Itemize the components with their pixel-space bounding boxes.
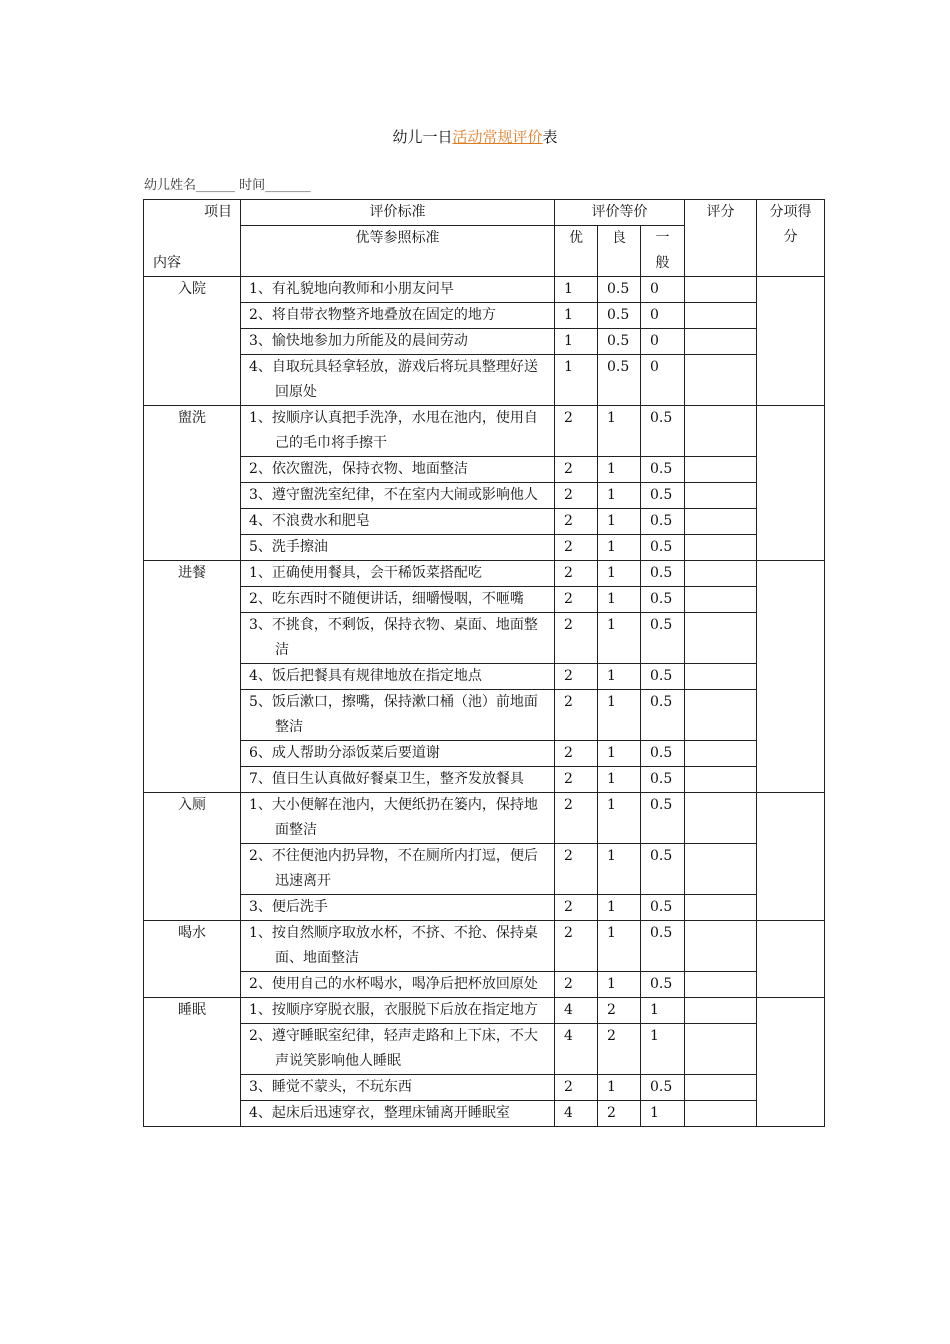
- table-row: [144, 303, 825, 329]
- excellent-score-cell: 2: [555, 535, 598, 561]
- good-score-cell: 1: [598, 561, 641, 587]
- good-score-cell: 1: [598, 509, 641, 535]
- excellent-score-cell: 4: [555, 998, 598, 1024]
- criteria-cell: [241, 613, 555, 664]
- criteria-text: 4、起床后迅速穿衣，整理床铺离开睡眠室: [249, 1105, 510, 1121]
- criteria-text: 3、睡觉不蒙头，不玩东西: [249, 1079, 412, 1095]
- excellent-score-cell: 4: [555, 1024, 598, 1075]
- criteria-text: 1、正确使用餐具，会干稀饭菜搭配吃: [249, 565, 482, 581]
- good-score-cell: 1: [598, 844, 641, 895]
- score-input-cell[interactable]: [685, 1101, 757, 1127]
- grade-header: 评价等价: [555, 200, 685, 226]
- project-header: 项目: [204, 204, 232, 220]
- subtotal-header: 分项得分: [757, 200, 825, 277]
- score-input-cell[interactable]: [685, 767, 757, 793]
- title-post: 表: [542, 128, 558, 146]
- criteria-text: 2、将自带衣物整齐地叠放在固定的地方: [249, 307, 496, 323]
- average-score-cell: 1: [641, 1101, 685, 1127]
- table-row: [144, 690, 825, 741]
- criteria-text: 6、成人帮助分添饭菜后要道谢: [249, 745, 440, 761]
- score-input-cell[interactable]: [685, 1024, 757, 1075]
- excellent-score-cell: 2: [555, 509, 598, 535]
- table-row: [144, 329, 825, 355]
- score-input-cell[interactable]: [685, 457, 757, 483]
- subtotal-input-cell[interactable]: [757, 998, 825, 1127]
- criteria-cell: [241, 587, 555, 613]
- average-score-cell: 0.5: [641, 535, 685, 561]
- good-score-cell: 1: [598, 457, 641, 483]
- average-score-cell: 1: [641, 1024, 685, 1075]
- criteria-cell: [241, 406, 555, 457]
- criteria-text: 1、大小便解在池内，大便纸扔在篓内，保持地面整洁: [249, 797, 538, 838]
- table-row: [144, 587, 825, 613]
- criteria-cell: [241, 355, 555, 406]
- score-input-cell[interactable]: [685, 844, 757, 895]
- table-row: [144, 406, 825, 457]
- table-row: [144, 664, 825, 690]
- average-score-cell: 0.5: [641, 406, 685, 457]
- score-input-cell[interactable]: [685, 741, 757, 767]
- average-score-cell: 0.5: [641, 767, 685, 793]
- average-score-cell: 0.5: [641, 664, 685, 690]
- content-header: 内容: [153, 255, 181, 271]
- average-score-cell: 0: [641, 277, 685, 303]
- score-input-cell[interactable]: [685, 355, 757, 406]
- criteria-cell: [241, 1024, 555, 1075]
- title-pre: 幼儿一日: [392, 128, 453, 146]
- good-score-cell: 1: [598, 793, 641, 844]
- good-score-cell: 1: [598, 587, 641, 613]
- score-input-cell[interactable]: [685, 972, 757, 998]
- good-score-cell: 2: [598, 998, 641, 1024]
- score-input-cell[interactable]: [685, 406, 757, 457]
- header-row-1: [144, 200, 825, 226]
- good-score-cell: 0.5: [598, 277, 641, 303]
- criteria-text: 2、不往便池内扔异物，不在厕所内打逗，便后迅速离开: [249, 848, 538, 889]
- excellent-score-cell: 2: [555, 613, 598, 664]
- table-row: [144, 1101, 825, 1127]
- score-input-cell[interactable]: [685, 329, 757, 355]
- score-input-cell[interactable]: [685, 664, 757, 690]
- criteria-text: 3、不挑食，不剩饭，保持衣物、桌面、地面整洁: [249, 617, 538, 658]
- average-score-cell: 1: [641, 998, 685, 1024]
- average-score-cell: 0.5: [641, 741, 685, 767]
- excellent-score-cell: 2: [555, 895, 598, 921]
- criteria-cell: [241, 329, 555, 355]
- table-row: [144, 767, 825, 793]
- excellent-score-cell: 4: [555, 1101, 598, 1127]
- table-row: [144, 895, 825, 921]
- average-score-cell: 0: [641, 303, 685, 329]
- title-highlight-link[interactable]: 活动常规评价: [452, 128, 543, 146]
- average-header: 一般: [641, 226, 685, 277]
- score-input-cell[interactable]: [685, 535, 757, 561]
- category-cell: 睡眠: [144, 998, 241, 1127]
- good-score-cell: 1: [598, 741, 641, 767]
- page-title: [0, 126, 950, 148]
- criteria-text: 2、吃东西时不随便讲话，细嚼慢咽，不咂嘴: [249, 591, 524, 607]
- criteria-cell: [241, 561, 555, 587]
- criteria-text: 5、洗手擦油: [249, 539, 328, 555]
- average-score-cell: 0.5: [641, 457, 685, 483]
- good-score-cell: 1: [598, 972, 641, 998]
- category-cell: 入院: [144, 277, 241, 406]
- subtotal-input-cell[interactable]: [757, 561, 825, 793]
- good-score-cell: 1: [598, 1075, 641, 1101]
- excellent-header: 优: [555, 226, 598, 277]
- criteria-cell: [241, 483, 555, 509]
- criteria-cell: [241, 535, 555, 561]
- criteria-cell: [241, 690, 555, 741]
- table-row: [144, 998, 825, 1024]
- table-row: [144, 509, 825, 535]
- criteria-text: 4、自取玩具轻拿轻放，游戏后将玩具整理好送回原处: [249, 359, 538, 400]
- criteria-text: 1、按顺序认真把手洗净，水甩在池内，使用自己的毛巾将手擦干: [249, 410, 538, 451]
- good-score-cell: 1: [598, 690, 641, 741]
- criteria-text: 1、按自然顺序取放水杯，不挤、不抢、保持桌面、地面整洁: [249, 925, 538, 966]
- average-score-cell: 0.5: [641, 613, 685, 664]
- criteria-cell: [241, 844, 555, 895]
- excellent-score-cell: 1: [555, 277, 598, 303]
- excellent-score-cell: 1: [555, 355, 598, 406]
- criteria-text: 2、使用自己的水杯喝水，喝净后把杯放回原处: [249, 976, 538, 992]
- good-score-cell: 1: [598, 664, 641, 690]
- table-row: [144, 972, 825, 998]
- score-input-cell[interactable]: [685, 613, 757, 664]
- score-input-cell[interactable]: [685, 690, 757, 741]
- score-header: 评分: [685, 200, 757, 277]
- criteria-cell: [241, 767, 555, 793]
- criteria-cell: [241, 793, 555, 844]
- criteria-cell: [241, 998, 555, 1024]
- score-input-cell[interactable]: [685, 587, 757, 613]
- table-row: [144, 561, 825, 587]
- score-input-cell[interactable]: [685, 1075, 757, 1101]
- criteria-cell: [241, 1101, 555, 1127]
- criteria-text: 1、按顺序穿脱衣服，衣服脱下后放在指定地方: [249, 1002, 538, 1018]
- average-score-cell: 0.5: [641, 895, 685, 921]
- table-row: [144, 921, 825, 972]
- score-input-cell[interactable]: [685, 303, 757, 329]
- score-input-cell[interactable]: [685, 895, 757, 921]
- subtotal-input-cell[interactable]: [757, 921, 825, 998]
- good-score-cell: 1: [598, 613, 641, 664]
- good-score-cell: 2: [598, 1024, 641, 1075]
- table-row: [144, 355, 825, 406]
- good-score-cell: 1: [598, 895, 641, 921]
- average-score-cell: 0.5: [641, 972, 685, 998]
- criteria-header: 评价标准: [241, 200, 555, 226]
- category-cell: 进餐: [144, 561, 241, 793]
- average-score-cell: 0.5: [641, 844, 685, 895]
- excellent-score-cell: 2: [555, 587, 598, 613]
- subtotal-input-cell[interactable]: [757, 793, 825, 921]
- good-score-cell: 1: [598, 483, 641, 509]
- criteria-cell: [241, 457, 555, 483]
- excellent-score-cell: 2: [555, 483, 598, 509]
- table-row: [144, 613, 825, 664]
- good-score-cell: 0.5: [598, 355, 641, 406]
- average-score-cell: 0: [641, 329, 685, 355]
- criteria-cell: [241, 895, 555, 921]
- category-cell: 盥洗: [144, 406, 241, 561]
- good-score-cell: 1: [598, 535, 641, 561]
- excellent-score-cell: 2: [555, 844, 598, 895]
- excellent-score-cell: 1: [555, 303, 598, 329]
- score-input-cell[interactable]: [685, 793, 757, 844]
- evaluation-table: [143, 199, 825, 1127]
- average-score-cell: 0.5: [641, 483, 685, 509]
- good-score-cell: 1: [598, 406, 641, 457]
- excellent-score-cell: 2: [555, 406, 598, 457]
- criteria-text: 1、有礼貌地向教师和小朋友问早: [249, 281, 454, 297]
- average-score-cell: 0: [641, 355, 685, 406]
- criteria-cell: [241, 509, 555, 535]
- score-input-cell[interactable]: [685, 561, 757, 587]
- average-score-cell: 0.5: [641, 690, 685, 741]
- table-row: [144, 483, 825, 509]
- criteria-cell: [241, 1075, 555, 1101]
- score-input-cell[interactable]: [685, 998, 757, 1024]
- average-score-cell: 0.5: [641, 561, 685, 587]
- average-score-cell: 0.5: [641, 509, 685, 535]
- average-score-cell: 0.5: [641, 587, 685, 613]
- criteria-text: 3、便后洗手: [249, 899, 328, 915]
- good-score-cell: 2: [598, 1101, 641, 1127]
- excellent-score-cell: 2: [555, 921, 598, 972]
- score-input-cell[interactable]: [685, 483, 757, 509]
- average-score-cell: 0.5: [641, 1075, 685, 1101]
- excellent-score-cell: 2: [555, 561, 598, 587]
- criteria-text: 7、值日生认真做好餐桌卫生，整齐发放餐具: [249, 771, 524, 787]
- project-content-header: [144, 200, 241, 277]
- excellent-score-cell: 2: [555, 690, 598, 741]
- criteria-cell: [241, 664, 555, 690]
- excellent-score-cell: 2: [555, 741, 598, 767]
- criteria-cell: [241, 303, 555, 329]
- average-score-cell: 0.5: [641, 793, 685, 844]
- score-input-cell[interactable]: [685, 277, 757, 303]
- table-row: [144, 1075, 825, 1101]
- criteria-cell: [241, 921, 555, 972]
- good-score-cell: 0.5: [598, 329, 641, 355]
- excellent-score-cell: 2: [555, 1075, 598, 1101]
- good-score-cell: 1: [598, 921, 641, 972]
- criteria-text: 2、依次盥洗，保持衣物、地面整洁: [249, 461, 468, 477]
- subtotal-input-cell[interactable]: [757, 277, 825, 406]
- table-row: [144, 535, 825, 561]
- criteria-text: 4、饭后把餐具有规律地放在指定地点: [249, 668, 482, 684]
- table-row: [144, 741, 825, 767]
- criteria-cell: [241, 741, 555, 767]
- good-header: 良: [598, 226, 641, 277]
- category-cell: 喝水: [144, 921, 241, 998]
- good-score-cell: 1: [598, 767, 641, 793]
- child-name-time-line: 幼儿姓名______ 时间_______: [144, 178, 311, 193]
- criteria-sub-header: 优等参照标准: [241, 226, 555, 277]
- criteria-cell: [241, 277, 555, 303]
- criteria-text: 3、愉快地参加力所能及的晨间劳动: [249, 333, 468, 349]
- table-row: [144, 277, 825, 303]
- average-score-cell: 0.5: [641, 921, 685, 972]
- table-row: [144, 457, 825, 483]
- excellent-score-cell: 2: [555, 793, 598, 844]
- subtotal-input-cell[interactable]: [757, 406, 825, 561]
- criteria-text: 5、饭后漱口，擦嘴，保持漱口桶（池）前地面整洁: [249, 694, 538, 735]
- criteria-text: 2、遵守睡眠室纪律，轻声走路和上下床，不大声说笑影响他人睡眠: [249, 1028, 538, 1069]
- excellent-score-cell: 2: [555, 972, 598, 998]
- good-score-cell: 0.5: [598, 303, 641, 329]
- criteria-text: 4、不浪费水和肥皂: [249, 513, 370, 529]
- excellent-score-cell: 2: [555, 767, 598, 793]
- excellent-score-cell: 1: [555, 329, 598, 355]
- table-row: [144, 844, 825, 895]
- category-cell: 入厕: [144, 793, 241, 921]
- table-row: [144, 1024, 825, 1075]
- criteria-text: 3、遵守盥洗室纪律，不在室内大闹或影响他人: [249, 487, 538, 503]
- excellent-score-cell: 2: [555, 664, 598, 690]
- score-input-cell[interactable]: [685, 921, 757, 972]
- table-row: [144, 793, 825, 844]
- excellent-score-cell: 2: [555, 457, 598, 483]
- criteria-cell: [241, 972, 555, 998]
- score-input-cell[interactable]: [685, 509, 757, 535]
